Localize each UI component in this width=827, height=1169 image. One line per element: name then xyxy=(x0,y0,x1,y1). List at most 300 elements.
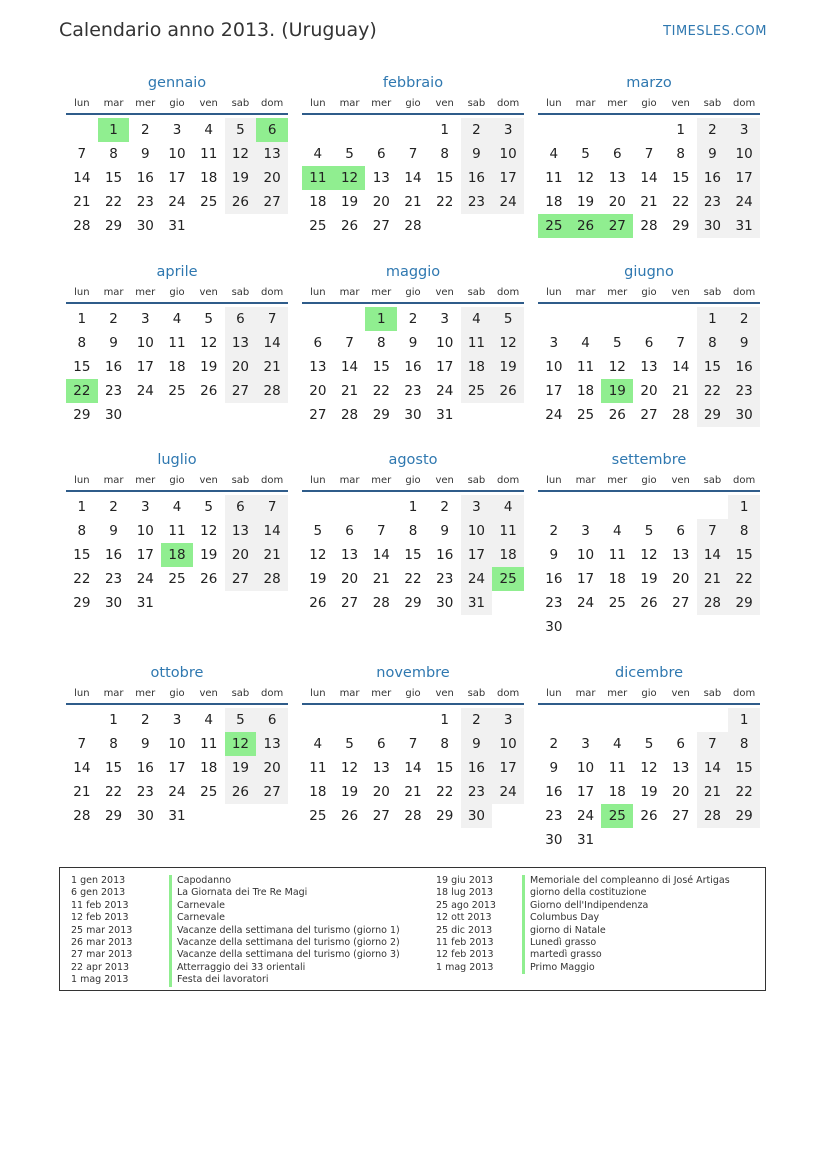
day-cell[interactable]: 30 xyxy=(545,832,563,848)
day-cell[interactable]: 25 xyxy=(200,194,218,210)
day-cell[interactable]: 11 xyxy=(309,760,327,776)
day-cell[interactable]: 24 xyxy=(136,571,154,587)
day-cell[interactable]: 2 xyxy=(109,311,118,327)
day-cell[interactable]: 13 xyxy=(672,760,690,776)
day-cell[interactable]: 26 xyxy=(225,780,257,804)
day-cell[interactable]: 16 xyxy=(104,547,123,563)
day-cell[interactable]: 8 xyxy=(376,335,386,351)
day-cell[interactable]: 5 xyxy=(345,146,354,162)
day-cell[interactable]: 3 xyxy=(492,118,524,142)
day-cell[interactable]: 31 xyxy=(728,214,760,238)
day-cell[interactable]: 25 xyxy=(461,379,493,403)
day-cell[interactable]: 9 xyxy=(140,146,150,162)
day-cell[interactable]: 12 xyxy=(608,359,626,375)
day-cell[interactable]: 21 xyxy=(73,784,91,800)
day-cell[interactable]: 6 xyxy=(313,335,323,351)
day-cell[interactable]: 10 xyxy=(492,732,524,756)
day-cell[interactable]: 15 xyxy=(104,170,123,186)
day-cell[interactable]: 18 xyxy=(309,784,327,800)
day-cell[interactable]: 27 xyxy=(340,595,359,611)
day-cell[interactable]: 2 xyxy=(140,712,150,728)
day-cell[interactable]: 19 xyxy=(340,194,359,210)
day-cell[interactable]: 15 xyxy=(104,760,123,776)
day-cell[interactable]: 24 xyxy=(461,567,493,591)
day-cell[interactable]: 29 xyxy=(104,808,123,824)
day-cell[interactable]: 14 xyxy=(340,359,359,375)
day-cell[interactable]: 15 xyxy=(728,543,760,567)
day-cell[interactable]: 5 xyxy=(492,307,524,331)
day-cell[interactable]: 10 xyxy=(168,146,186,162)
day-cell[interactable]: 13 xyxy=(608,170,626,186)
holiday-day-cell[interactable]: 25 xyxy=(492,567,524,591)
day-cell[interactable]: 14 xyxy=(697,756,729,780)
day-cell[interactable]: 19 xyxy=(576,194,595,210)
day-cell[interactable]: 23 xyxy=(104,383,123,399)
holiday-day-cell[interactable]: 18 xyxy=(161,543,193,567)
day-cell[interactable]: 8 xyxy=(440,146,449,162)
holiday-day-cell[interactable]: 6 xyxy=(256,118,288,142)
day-cell[interactable]: 14 xyxy=(404,170,422,186)
day-cell[interactable]: 7 xyxy=(644,146,654,162)
day-cell[interactable]: 18 xyxy=(200,760,218,776)
day-cell[interactable]: 5 xyxy=(204,499,213,515)
day-cell[interactable]: 17 xyxy=(461,543,493,567)
day-cell[interactable]: 16 xyxy=(436,547,454,563)
day-cell[interactable]: 11 xyxy=(545,170,563,186)
day-cell[interactable]: 17 xyxy=(576,784,595,800)
day-cell[interactable]: 10 xyxy=(576,547,595,563)
day-cell[interactable]: 4 xyxy=(172,311,182,327)
day-cell[interactable]: 13 xyxy=(672,547,690,563)
day-cell[interactable]: 29 xyxy=(73,595,91,611)
day-cell[interactable]: 30 xyxy=(728,403,760,427)
day-cell[interactable]: 25 xyxy=(576,407,595,423)
day-cell[interactable]: 10 xyxy=(728,142,760,166)
day-cell[interactable]: 7 xyxy=(408,736,418,752)
day-cell[interactable]: 11 xyxy=(492,519,524,543)
day-cell[interactable]: 22 xyxy=(73,571,91,587)
day-cell[interactable]: 17 xyxy=(545,383,563,399)
day-cell[interactable]: 16 xyxy=(404,359,422,375)
day-cell[interactable]: 21 xyxy=(697,567,729,591)
day-cell[interactable]: 12 xyxy=(225,142,257,166)
day-cell[interactable]: 27 xyxy=(225,379,257,403)
day-cell[interactable]: 28 xyxy=(256,567,288,591)
day-cell[interactable]: 28 xyxy=(73,218,91,234)
day-cell[interactable]: 9 xyxy=(408,335,418,351)
day-cell[interactable]: 2 xyxy=(140,122,150,138)
day-cell[interactable]: 26 xyxy=(225,190,257,214)
day-cell[interactable]: 5 xyxy=(225,118,257,142)
day-cell[interactable]: 16 xyxy=(104,359,123,375)
day-cell[interactable]: 14 xyxy=(256,331,288,355)
day-cell[interactable]: 31 xyxy=(436,407,454,423)
day-cell[interactable]: 20 xyxy=(225,543,257,567)
day-cell[interactable]: 26 xyxy=(608,407,626,423)
day-cell[interactable]: 29 xyxy=(672,218,690,234)
day-cell[interactable]: 12 xyxy=(200,335,218,351)
day-cell[interactable]: 16 xyxy=(136,170,154,186)
day-cell[interactable]: 31 xyxy=(168,218,186,234)
day-cell[interactable]: 28 xyxy=(372,595,390,611)
day-cell[interactable]: 1 xyxy=(77,499,87,515)
day-cell[interactable]: 11 xyxy=(168,335,186,351)
day-cell[interactable]: 25 xyxy=(168,383,186,399)
day-cell[interactable]: 30 xyxy=(461,804,493,828)
day-cell[interactable]: 24 xyxy=(728,190,760,214)
day-cell[interactable]: 23 xyxy=(136,784,154,800)
day-cell[interactable]: 12 xyxy=(640,760,658,776)
day-cell[interactable]: 23 xyxy=(404,383,422,399)
holiday-day-cell[interactable]: 19 xyxy=(601,379,633,403)
day-cell[interactable]: 26 xyxy=(309,595,327,611)
day-cell[interactable]: 2 xyxy=(549,736,559,752)
day-cell[interactable]: 19 xyxy=(640,571,658,587)
day-cell[interactable]: 24 xyxy=(168,194,186,210)
day-cell[interactable]: 28 xyxy=(256,379,288,403)
day-cell[interactable]: 24 xyxy=(492,780,524,804)
day-cell[interactable]: 5 xyxy=(644,736,654,752)
day-cell[interactable]: 26 xyxy=(340,808,359,824)
day-cell[interactable]: 11 xyxy=(576,359,595,375)
day-cell[interactable]: 16 xyxy=(697,166,729,190)
day-cell[interactable]: 22 xyxy=(728,780,760,804)
day-cell[interactable]: 9 xyxy=(461,142,493,166)
day-cell[interactable]: 13 xyxy=(225,519,257,543)
day-cell[interactable]: 3 xyxy=(549,335,559,351)
day-cell[interactable]: 30 xyxy=(104,407,123,423)
day-cell[interactable]: 15 xyxy=(73,359,91,375)
day-cell[interactable]: 30 xyxy=(545,619,563,635)
day-cell[interactable]: 24 xyxy=(436,383,454,399)
day-cell[interactable]: 15 xyxy=(697,355,729,379)
day-cell[interactable]: 2 xyxy=(461,118,493,142)
day-cell[interactable]: 3 xyxy=(172,122,182,138)
day-cell[interactable]: 17 xyxy=(576,571,595,587)
day-cell[interactable]: 28 xyxy=(404,218,422,234)
day-cell[interactable]: 24 xyxy=(576,595,595,611)
day-cell[interactable]: 11 xyxy=(608,547,626,563)
day-cell[interactable]: 2 xyxy=(549,523,559,539)
day-cell[interactable]: 15 xyxy=(436,170,454,186)
day-cell[interactable]: 29 xyxy=(728,591,760,615)
day-cell[interactable]: 12 xyxy=(200,523,218,539)
day-cell[interactable]: 30 xyxy=(136,218,154,234)
day-cell[interactable]: 8 xyxy=(728,732,760,756)
day-cell[interactable]: 17 xyxy=(492,166,524,190)
day-cell[interactable]: 18 xyxy=(309,194,327,210)
holiday-day-cell[interactable]: 11 xyxy=(302,166,334,190)
day-cell[interactable]: 26 xyxy=(340,218,359,234)
day-cell[interactable]: 29 xyxy=(728,804,760,828)
day-cell[interactable]: 20 xyxy=(372,194,390,210)
day-cell[interactable]: 18 xyxy=(545,194,563,210)
day-cell[interactable]: 18 xyxy=(168,359,186,375)
day-cell[interactable]: 22 xyxy=(404,571,422,587)
day-cell[interactable]: 13 xyxy=(256,732,288,756)
holiday-day-cell[interactable]: 25 xyxy=(601,804,633,828)
day-cell[interactable]: 10 xyxy=(136,335,154,351)
day-cell[interactable]: 23 xyxy=(461,190,493,214)
day-cell[interactable]: 15 xyxy=(728,756,760,780)
day-cell[interactable]: 3 xyxy=(581,523,590,539)
day-cell[interactable]: 27 xyxy=(372,218,390,234)
day-cell[interactable]: 20 xyxy=(256,166,288,190)
day-cell[interactable]: 11 xyxy=(461,331,493,355)
day-cell[interactable]: 9 xyxy=(109,523,118,539)
day-cell[interactable]: 26 xyxy=(492,379,524,403)
day-cell[interactable]: 1 xyxy=(728,495,760,519)
day-cell[interactable]: 21 xyxy=(372,571,390,587)
day-cell[interactable]: 5 xyxy=(313,523,323,539)
day-cell[interactable]: 28 xyxy=(697,591,729,615)
day-cell[interactable]: 5 xyxy=(204,311,213,327)
day-cell[interactable]: 18 xyxy=(608,784,626,800)
day-cell[interactable]: 12 xyxy=(492,331,524,355)
day-cell[interactable]: 30 xyxy=(436,595,454,611)
day-cell[interactable]: 23 xyxy=(545,595,563,611)
day-cell[interactable]: 19 xyxy=(309,571,327,587)
day-cell[interactable]: 20 xyxy=(672,784,690,800)
day-cell[interactable]: 28 xyxy=(672,407,690,423)
holiday-day-cell[interactable]: 1 xyxy=(365,307,397,331)
day-cell[interactable]: 23 xyxy=(728,379,760,403)
day-cell[interactable]: 8 xyxy=(408,523,418,539)
day-cell[interactable]: 17 xyxy=(492,756,524,780)
day-cell[interactable]: 16 xyxy=(728,355,760,379)
day-cell[interactable]: 20 xyxy=(309,383,327,399)
day-cell[interactable]: 15 xyxy=(672,170,690,186)
day-cell[interactable]: 13 xyxy=(256,142,288,166)
day-cell[interactable]: 17 xyxy=(436,359,454,375)
day-cell[interactable]: 10 xyxy=(136,523,154,539)
day-cell[interactable]: 29 xyxy=(73,407,91,423)
day-cell[interactable]: 30 xyxy=(404,407,422,423)
day-cell[interactable]: 9 xyxy=(728,331,760,355)
day-cell[interactable]: 7 xyxy=(697,732,729,756)
day-cell[interactable]: 2 xyxy=(728,307,760,331)
holiday-day-cell[interactable]: 12 xyxy=(225,732,257,756)
day-cell[interactable]: 7 xyxy=(697,519,729,543)
day-cell[interactable]: 6 xyxy=(376,736,386,752)
day-cell[interactable]: 23 xyxy=(461,780,493,804)
day-cell[interactable]: 3 xyxy=(581,736,590,752)
day-cell[interactable]: 8 xyxy=(440,736,449,752)
day-cell[interactable]: 22 xyxy=(436,194,454,210)
day-cell[interactable]: 6 xyxy=(676,523,685,539)
day-cell[interactable]: 10 xyxy=(168,736,186,752)
day-cell[interactable]: 14 xyxy=(404,760,422,776)
day-cell[interactable]: 4 xyxy=(549,146,559,162)
day-cell[interactable]: 8 xyxy=(109,736,118,752)
day-cell[interactable]: 11 xyxy=(200,146,218,162)
day-cell[interactable]: 7 xyxy=(408,146,418,162)
day-cell[interactable]: 6 xyxy=(225,307,257,331)
day-cell[interactable]: 13 xyxy=(340,547,359,563)
day-cell[interactable]: 15 xyxy=(436,760,454,776)
day-cell[interactable]: 13 xyxy=(372,170,390,186)
day-cell[interactable]: 23 xyxy=(136,194,154,210)
holiday-day-cell[interactable]: 22 xyxy=(66,379,98,403)
day-cell[interactable]: 22 xyxy=(672,194,690,210)
day-cell[interactable]: 25 xyxy=(200,784,218,800)
day-cell[interactable]: 13 xyxy=(309,359,327,375)
day-cell[interactable]: 7 xyxy=(77,146,87,162)
day-cell[interactable]: 23 xyxy=(697,190,729,214)
day-cell[interactable]: 16 xyxy=(461,756,493,780)
day-cell[interactable]: 19 xyxy=(225,166,257,190)
day-cell[interactable]: 20 xyxy=(225,355,257,379)
holiday-day-cell[interactable]: 25 xyxy=(538,214,570,238)
day-cell[interactable]: 6 xyxy=(612,146,622,162)
day-cell[interactable]: 31 xyxy=(461,591,493,615)
day-cell[interactable]: 22 xyxy=(436,784,454,800)
day-cell[interactable]: 15 xyxy=(404,547,422,563)
day-cell[interactable]: 27 xyxy=(672,808,690,824)
day-cell[interactable]: 18 xyxy=(461,355,493,379)
day-cell[interactable]: 3 xyxy=(172,712,182,728)
day-cell[interactable]: 8 xyxy=(77,523,87,539)
day-cell[interactable]: 21 xyxy=(73,194,91,210)
day-cell[interactable]: 27 xyxy=(372,808,390,824)
day-cell[interactable]: 15 xyxy=(73,547,91,563)
day-cell[interactable]: 18 xyxy=(492,543,524,567)
day-cell[interactable]: 9 xyxy=(697,142,729,166)
day-cell[interactable]: 6 xyxy=(376,146,386,162)
day-cell[interactable]: 14 xyxy=(372,547,390,563)
day-cell[interactable]: 26 xyxy=(200,571,218,587)
day-cell[interactable]: 1 xyxy=(440,712,449,728)
day-cell[interactable]: 9 xyxy=(461,732,493,756)
day-cell[interactable]: 2 xyxy=(109,499,118,515)
holiday-day-cell[interactable]: 27 xyxy=(601,214,633,238)
day-cell[interactable]: 5 xyxy=(345,736,354,752)
day-cell[interactable]: 29 xyxy=(404,595,422,611)
day-cell[interactable]: 10 xyxy=(492,142,524,166)
day-cell[interactable]: 23 xyxy=(436,571,454,587)
day-cell[interactable]: 22 xyxy=(104,784,123,800)
day-cell[interactable]: 29 xyxy=(104,218,123,234)
day-cell[interactable]: 10 xyxy=(436,335,454,351)
day-cell[interactable]: 7 xyxy=(256,495,288,519)
day-cell[interactable]: 19 xyxy=(225,756,257,780)
day-cell[interactable]: 21 xyxy=(340,383,359,399)
day-cell[interactable]: 14 xyxy=(73,170,91,186)
day-cell[interactable]: 7 xyxy=(376,523,386,539)
day-cell[interactable]: 9 xyxy=(140,736,150,752)
day-cell[interactable]: 10 xyxy=(461,519,493,543)
day-cell[interactable]: 21 xyxy=(404,194,422,210)
day-cell[interactable]: 27 xyxy=(256,780,288,804)
day-cell[interactable]: 11 xyxy=(200,736,218,752)
day-cell[interactable]: 12 xyxy=(576,170,595,186)
day-cell[interactable]: 3 xyxy=(440,311,449,327)
day-cell[interactable]: 25 xyxy=(168,571,186,587)
day-cell[interactable]: 28 xyxy=(697,804,729,828)
day-cell[interactable]: 6 xyxy=(644,335,654,351)
day-cell[interactable]: 17 xyxy=(168,170,186,186)
day-cell[interactable]: 29 xyxy=(372,407,390,423)
day-cell[interactable]: 20 xyxy=(672,571,690,587)
day-cell[interactable]: 26 xyxy=(640,808,658,824)
day-cell[interactable]: 30 xyxy=(136,808,154,824)
day-cell[interactable]: 27 xyxy=(309,407,327,423)
day-cell[interactable]: 18 xyxy=(200,170,218,186)
day-cell[interactable]: 29 xyxy=(697,403,729,427)
day-cell[interactable]: 14 xyxy=(640,170,658,186)
day-cell[interactable]: 13 xyxy=(640,359,658,375)
day-cell[interactable]: 3 xyxy=(461,495,493,519)
day-cell[interactable]: 17 xyxy=(168,760,186,776)
day-cell[interactable]: 28 xyxy=(73,808,91,824)
day-cell[interactable]: 9 xyxy=(440,523,449,539)
day-cell[interactable]: 2 xyxy=(408,311,418,327)
day-cell[interactable]: 21 xyxy=(404,784,422,800)
day-cell[interactable]: 22 xyxy=(728,567,760,591)
day-cell[interactable]: 4 xyxy=(313,146,323,162)
day-cell[interactable]: 4 xyxy=(492,495,524,519)
day-cell[interactable]: 19 xyxy=(340,784,359,800)
day-cell[interactable]: 9 xyxy=(549,547,559,563)
day-cell[interactable]: 21 xyxy=(256,355,288,379)
day-cell[interactable]: 13 xyxy=(372,760,390,776)
day-cell[interactable]: 28 xyxy=(340,407,359,423)
day-cell[interactable]: 23 xyxy=(545,808,563,824)
day-cell[interactable]: 17 xyxy=(728,166,760,190)
day-cell[interactable]: 16 xyxy=(461,166,493,190)
day-cell[interactable]: 26 xyxy=(200,383,218,399)
day-cell[interactable]: 2 xyxy=(440,499,449,515)
day-cell[interactable]: 8 xyxy=(728,519,760,543)
day-cell[interactable]: 2 xyxy=(461,708,493,732)
day-cell[interactable]: 1 xyxy=(77,311,87,327)
day-cell[interactable]: 6 xyxy=(256,708,288,732)
day-cell[interactable]: 4 xyxy=(313,736,323,752)
day-cell[interactable]: 4 xyxy=(612,736,622,752)
day-cell[interactable]: 22 xyxy=(372,383,390,399)
day-cell[interactable]: 24 xyxy=(576,808,595,824)
day-cell[interactable]: 12 xyxy=(309,547,327,563)
day-cell[interactable]: 5 xyxy=(581,146,590,162)
brand-logo-text[interactable]: TIMESLES.COM xyxy=(663,24,767,39)
day-cell[interactable]: 25 xyxy=(309,218,327,234)
day-cell[interactable]: 7 xyxy=(256,307,288,331)
day-cell[interactable]: 21 xyxy=(672,383,690,399)
day-cell[interactable]: 29 xyxy=(436,808,454,824)
day-cell[interactable]: 31 xyxy=(168,808,186,824)
day-cell[interactable]: 16 xyxy=(545,571,563,587)
day-cell[interactable]: 27 xyxy=(672,595,690,611)
day-cell[interactable]: 5 xyxy=(225,708,257,732)
day-cell[interactable]: 10 xyxy=(576,760,595,776)
day-cell[interactable]: 2 xyxy=(697,118,729,142)
day-cell[interactable]: 3 xyxy=(140,311,150,327)
day-cell[interactable]: 3 xyxy=(492,708,524,732)
day-cell[interactable]: 6 xyxy=(345,523,354,539)
day-cell[interactable]: 24 xyxy=(168,784,186,800)
day-cell[interactable]: 14 xyxy=(73,760,91,776)
day-cell[interactable]: 26 xyxy=(640,595,658,611)
day-cell[interactable]: 27 xyxy=(640,407,658,423)
day-cell[interactable]: 8 xyxy=(77,335,87,351)
day-cell[interactable]: 21 xyxy=(640,194,658,210)
day-cell[interactable]: 4 xyxy=(612,523,622,539)
day-cell[interactable]: 24 xyxy=(136,383,154,399)
day-cell[interactable]: 14 xyxy=(256,519,288,543)
day-cell[interactable]: 4 xyxy=(204,712,213,728)
day-cell[interactable]: 30 xyxy=(697,214,729,238)
day-cell[interactable]: 11 xyxy=(168,523,186,539)
